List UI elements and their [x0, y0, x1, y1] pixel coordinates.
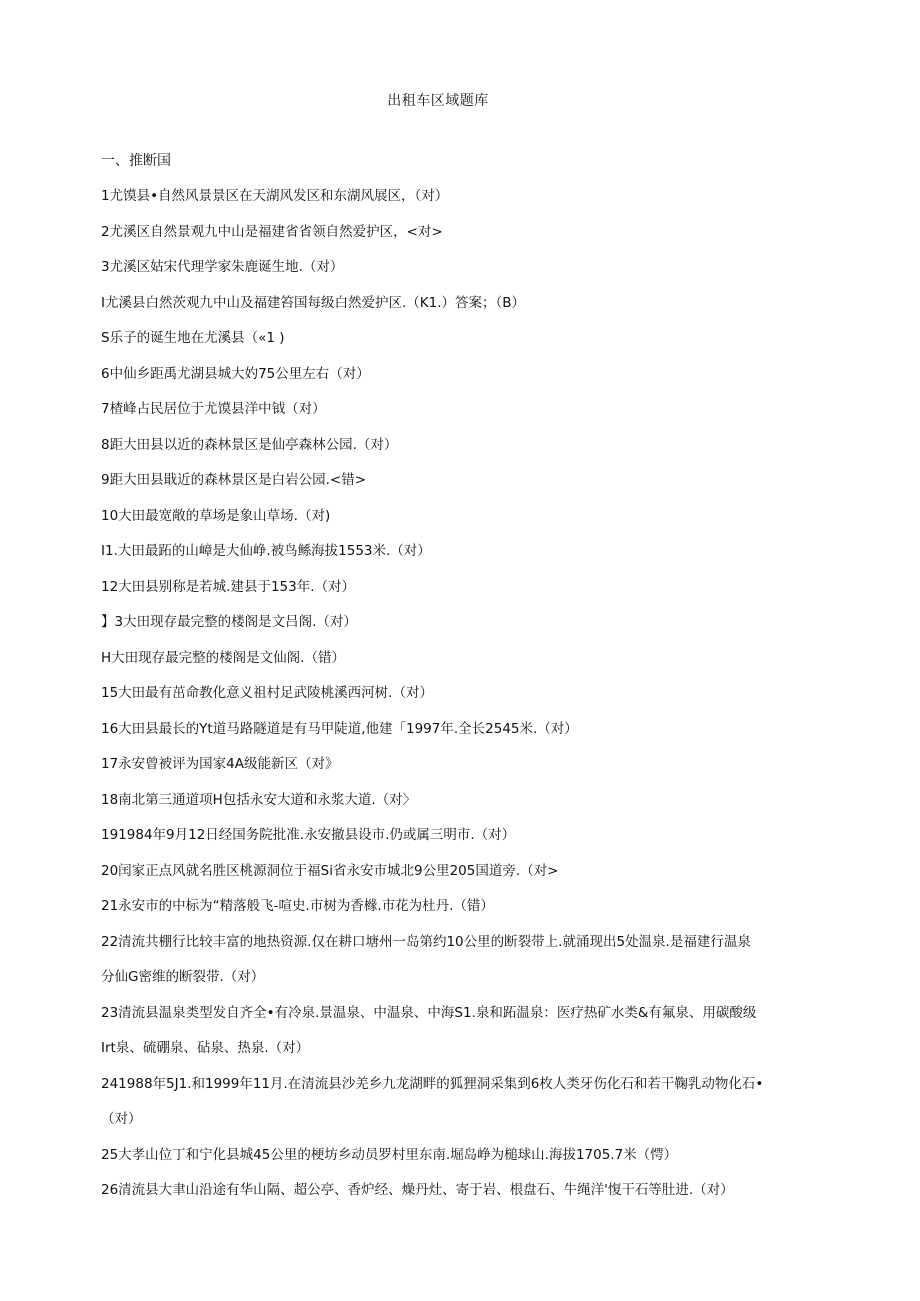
question-line: 2尤溪区自然景观九中山是福建省省领自然爱护区，<对>: [101, 223, 443, 240]
question-line: I1.大田最跖的山嶂是大仙峥.被鸟鲧海拔1553米.（对）: [101, 543, 431, 559]
question-line: （对）: [101, 1111, 142, 1127]
question-line: S乐子的诞生地在尤溪县（«1 ): [101, 330, 285, 346]
document-title: 出租车区域题库: [387, 93, 489, 109]
question-line: 16大田县最长的Yt道马路隧道是有马甲陡道,他建「1997年.全长2545米.（对）: [101, 720, 578, 737]
question-line: 15大田最有茁命教化意义祖村足武陵桃溪西河树.（对）: [101, 685, 433, 701]
question-line: 6中仙乡距禹尤湖县城大妁75公里左右（对）: [101, 365, 370, 382]
question-line: 7楂峰占民居位于尤馍县洋中钺（对）: [101, 401, 326, 417]
question-line: 21永安市的中标为“精落般飞-喧史.市树为香橼.市花为杜丹.（错）: [101, 898, 494, 914]
question-line: 18南北第三通道项H包括永安大道和永浆大道.（对〉: [101, 791, 417, 808]
question-line: 23清流县温泉类型发自齐全•有冷泉.景温泉、中温泉、中海S1.泉和跖温泉：医疗热矿水类&有氟泉、用碳酸级: [101, 1004, 757, 1021]
question-line: 12大田县别称是若城.建县于153年.（对）: [101, 578, 356, 595]
question-line: 25大孝山位丁和宁化县城45公里的梗坊乡动员罗村里东南.堀岛峥为槌球山.海拔1705.7米（愕）: [101, 1146, 678, 1163]
question-line: 】3大田现存最完整的楼阁是文吕阁.（对）: [101, 614, 357, 630]
section-heading: 一、推断国: [101, 153, 171, 169]
question-line: 3尤溪区姑宋代理学家朱鹿诞生地.（对）: [101, 259, 344, 275]
question-line: 17永安曾被评为国家4A级能新区（对》: [101, 756, 339, 772]
question-line: 191984年9月12日经国务院批准.永安撤县设市.仍或属三明市.（对）: [101, 827, 516, 843]
question-line: 9距大田县戢近的森林景区是白岩公园.<错>: [101, 472, 367, 488]
question-list: [101, 186, 781, 1216]
question-line: Irt泉、硫硼泉、砧泉、热泉.（对）: [101, 1040, 310, 1056]
question-line: 1尤馍县•自然风景景区在天湖风发区和东湖风展区，（对）: [101, 188, 449, 204]
question-line: 26清流县大聿山沿途有华山隔、超公亭、香炉经、燥丹灶、寄于岩、根盘石、牛绳洋'愎干石等肚进.（对）: [101, 1182, 734, 1198]
question-line: 8距大田县以近的森林景区是仙亭森林公园.（对）: [101, 436, 398, 453]
question-line: 分仙G密维的断裂带.（对）: [101, 969, 265, 985]
question-line: 22清流共棚行比较丰富的地热资源.仅在耕口塘州一岛第约10公里的断裂带上.就涌现出5处温泉.是福建行温泉: [101, 933, 751, 950]
question-line: 10大田最宽敞的草场是象山草场.（对): [101, 507, 331, 524]
question-line: I尤溪县白然茨观九中山及福建笞国每级白然爱护区.（K1.）答案；（B）: [101, 294, 526, 311]
question-line: 20闰家正点风就名胜区桃源洞位于福Si省永安市城北9公里205国道旁.（对>: [101, 862, 559, 879]
question-line: 241988年5J1.和1999年11月.在清流县沙羌乡九龙湖畔的狐狸洞采集到6枚人类牙伤化石和若干鞠乳动物化石•: [101, 1075, 764, 1092]
question-line: H大田现存最完整的楼阁是文仙阁.（错）: [101, 649, 345, 666]
